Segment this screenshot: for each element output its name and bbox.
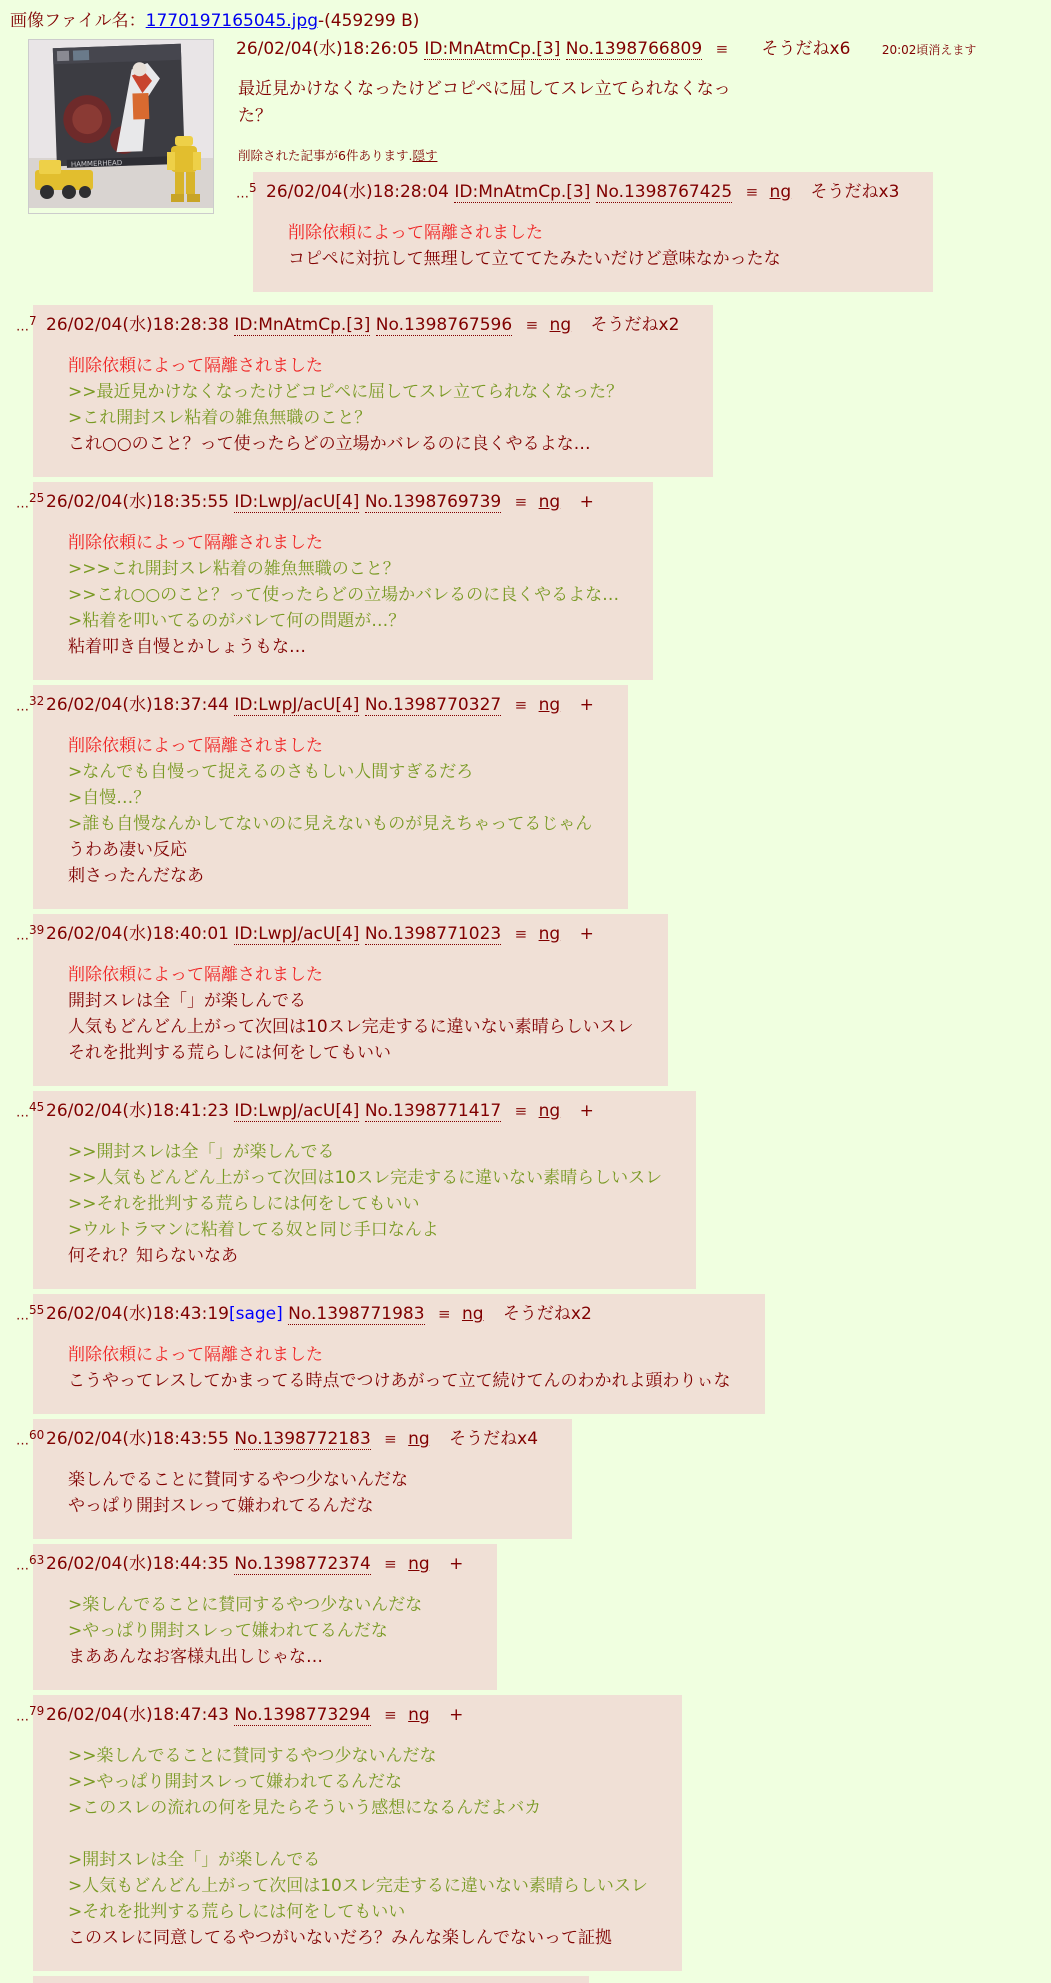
op-body-text: 最近見かけなくなったけどコピペに屈してスレ立てられなくなった？ [238,79,731,126]
reply-body [68,1743,648,1951]
reply-counter[interactable]: …$^{79}$ [16,1704,45,1725]
quote-line: >>>これ開封スレ粘着の雑魚無職のこと？ [68,559,400,579]
reply-menu-icon[interactable]: ≡ [384,1555,397,1573]
reply-menu-icon[interactable]: ≡ [384,1706,397,1724]
reply-body [68,530,619,660]
quarantine-notice-line: 削除依頼によって隔離されました [68,736,323,756]
replies-container [8,305,1051,1971]
reply-post [16,1091,1051,1289]
reply-post [16,1695,1051,1971]
reply-header [266,180,899,204]
ng-link[interactable]: ng [408,1554,430,1574]
reply-soudane-count[interactable]: + [579,695,594,715]
reply-post [16,1544,1051,1690]
quote-line: >開封スレは全「」が楽しんでる [68,1850,321,1870]
op-date: 26/02/04(水)18:26:05 [236,39,419,59]
reply-post [236,172,1051,292]
reply-body [68,1592,463,1670]
reply-post-number[interactable]: No.1398771417 [364,1101,502,1121]
text-line: これ○○のこと？って使ったらどの立場かバレるのに良くやるよな… [68,434,591,454]
op-expire-time: 20:02頃消えます [881,43,977,57]
reply-counter[interactable]: …$^{45}$ [16,1100,45,1121]
reply-post-number[interactable]: No.1398772183 [234,1429,371,1449]
reply-post-number[interactable]: No.1398769739 [364,492,502,512]
reply-header [46,1703,648,1727]
quote-line: >自慢…？ [68,788,151,808]
reply-menu-icon[interactable]: ≡ [525,316,539,334]
text-line: 楽しんでることに賛同するやつ少ないんだな [68,1470,408,1490]
file-info-label: 画像ファイル名： [10,11,146,31]
reply-post-id[interactable]: ID:MnAtmCp.[3] [454,182,591,202]
quote-line: >>最近見かけなくなったけどコピペに屈してスレ立てられなくなった？ [68,382,624,402]
reply-counter[interactable]: …$^{39}$ [16,923,45,944]
reply-date: 26/02/04(水)18:37:44 [46,695,229,715]
reply-box [33,1544,497,1690]
svg-text:HAMMERHEAD: HAMMERHEAD [70,158,123,169]
text-line: こうやってレスしてかまってる時点でつけあがって立て続けてんのわかれよ頭わりぃな [68,1371,731,1391]
thumbnail-image-art [29,40,213,208]
reply-menu-icon[interactable]: ≡ [514,925,528,943]
ng-link[interactable]: ng [538,695,561,715]
ng-link[interactable]: ng [538,492,561,512]
hide-deleted-link[interactable]: 隠す [412,148,438,163]
text-line: まああんなお客様丸出しじゃな… [68,1647,323,1667]
quote-line: >それを批判する荒らしには何をしてもいい [68,1902,406,1922]
op-soudane-count[interactable]: そうだねx6 [761,39,851,59]
partial-reply-box [33,1976,589,1983]
quote-line: >人気もどんどん上がって次回は10スレ完走するに違いない素晴らしいスレ [68,1876,648,1896]
reply-box [33,1091,696,1289]
reply-date: 26/02/04(水)18:28:38 [46,315,229,335]
ng-link[interactable]: ng [408,1429,430,1449]
reply-menu-icon[interactable]: ≡ [514,493,528,511]
reply-header [46,1427,538,1451]
reply-date: 26/02/04(水)18:28:04 [266,182,449,202]
text-line: 粘着叩き自慢とかしょうもな… [68,637,306,657]
reply-box [33,1695,682,1971]
reply-counter[interactable]: …$^5$ [236,181,257,202]
reply-date: 26/02/04(水)18:47:43 [46,1705,229,1725]
reply-header [46,313,679,337]
op-menu-icon[interactable]: ≡ [715,40,729,58]
file-size: -(459299 B) [318,11,420,31]
reply-post-number[interactable]: No.1398767425 [595,182,733,202]
reply-body [68,353,679,457]
reply-post-number[interactable]: No.1398771023 [364,924,502,944]
quarantine-notice-line: 削除依頼によって隔離されました [68,356,323,376]
reply-post-number[interactable]: No.1398771983 [288,1304,425,1324]
reply-box [33,482,653,680]
reply-box [33,1419,572,1539]
ng-link[interactable]: ng [408,1705,430,1725]
reply-date: 26/02/04(水)18:40:01 [46,924,229,944]
reply-body [68,1467,538,1519]
ng-link[interactable]: ng [549,315,572,335]
text-line [68,1821,648,1847]
reply-soudane-count[interactable]: + [449,1705,464,1725]
quote-line: >楽しんでることに賛同するやつ少ないんだな [68,1595,423,1615]
op-header [236,37,1051,62]
reply-header [46,1552,463,1576]
reply-date: 26/02/04(水)18:41:23 [46,1101,229,1121]
reply-menu-icon[interactable]: ≡ [514,696,528,714]
reply-counter[interactable]: …$^{60}$ [16,1428,45,1449]
quote-line: >ウルトラマンに粘着してる奴と同じ手口なんよ [68,1220,439,1240]
file-link[interactable]: 1770197165045.jpg [145,11,318,31]
reply-date: 26/02/04(水)18:35:55 [46,492,229,512]
quarantine-notice-line: 削除依頼によって隔離されました [288,223,543,243]
reply-date: 26/02/04(水)18:44:35 [46,1554,229,1574]
quote-line: >>人気もどんどん上がって次回は10スレ完走するに違いない素晴らしいスレ [68,1168,663,1188]
text-line: コピペに対抗して無理して立ててたみたいだけど意味なかったな [288,249,781,269]
op-post-number[interactable]: No.1398766809 [565,39,703,59]
reply-post-id[interactable]: ID:LwpJ/acU[4] [234,924,360,944]
reply-counter[interactable]: …$^{55}$ [16,1303,45,1324]
reply-post-id[interactable]: ID:LwpJ/acU[4] [234,1101,360,1121]
reply-menu-icon[interactable]: ≡ [745,183,759,201]
thread-thumbnail[interactable] [28,39,214,214]
text-line: それを批判する荒らしには何をしてもいい [68,1043,391,1063]
reply-box [253,172,933,292]
quote-line: >>楽しんでることに賛同するやつ少ないんだな [68,1746,437,1766]
reply-box [33,1294,765,1414]
quote-line: >やっぱり開封スレって嫌われてるんだな [68,1621,388,1641]
reply-header [46,1302,731,1326]
reply-soudane-count[interactable]: + [579,1101,594,1121]
reply-body [68,962,634,1066]
text-line: 開封スレは全「」が楽しんでる [68,991,306,1011]
reply-body [68,1342,731,1394]
file-info [8,6,1051,31]
reply-post-id[interactable]: ID:LwpJ/acU[4] [234,492,360,512]
quarantine-notice-line: 削除依頼によって隔離されました [68,1345,323,1365]
quote-line: >>それを批判する荒らしには何をしてもいい [68,1194,420,1214]
reply-soudane-count[interactable]: + [579,924,594,944]
text-line: うわあ凄い反応 [68,840,187,860]
quarantine-notice-line: 削除依頼によって隔離されました [68,965,323,985]
text-line: 刺さったんだなあ [68,866,204,886]
reply-post-number[interactable]: No.1398767596 [375,315,513,335]
quote-line: >なんでも自慢って捉えるのさもしい人間すぎるだろ [68,762,474,782]
quarantine-notice-line: 削除依頼によって隔離されました [68,533,323,553]
ng-link[interactable]: ng [538,924,561,944]
reply-box [33,914,668,1086]
reply-post-id[interactable]: ID:MnAtmCp.[3] [234,315,371,335]
reply-post-number[interactable]: No.1398772374 [234,1554,371,1574]
reply-soudane-count[interactable]: そうだねx2 [502,1304,592,1324]
reply-counter[interactable]: …$^{63}$ [16,1553,45,1574]
ng-link[interactable]: ng [461,1304,484,1324]
reply-post [16,914,1051,1086]
reply-header [46,490,619,514]
reply-header [46,693,594,717]
reply-post [16,1294,1051,1414]
reply-body [68,1139,662,1269]
deleted-notice-text: 削除された記事が6件あります. [238,148,413,163]
reply-menu-icon[interactable]: ≡ [514,1102,528,1120]
ng-link[interactable]: ng [769,182,792,202]
text-line: このスレに同意してるやつがいないだろ？みんな楽しんでないって証拠 [68,1928,612,1948]
reply-box [33,685,628,909]
reply-body [68,733,594,889]
ng-link[interactable]: ng [538,1101,561,1121]
reply-date: 26/02/04(水)18:43:19 [46,1304,229,1324]
reply-post [16,482,1051,680]
deleted-notice [238,146,1051,164]
reply-counter[interactable]: …$^{25}$ [16,491,45,512]
reply-soudane-count[interactable]: + [449,1554,464,1574]
op-post-id[interactable]: ID:MnAtmCp.[3] [424,39,561,59]
reply-post [16,1419,1051,1539]
reply-box [33,305,713,477]
op-column-replies [236,172,1051,292]
reply-post [16,685,1051,909]
reply-soudane-count[interactable]: + [579,492,594,512]
reply-header [46,922,634,946]
reply-soudane-count[interactable]: そうだねx2 [590,315,680,335]
reply-post-number[interactable]: No.1398770327 [364,695,502,715]
reply-date: 26/02/04(水)18:43:55 [46,1429,229,1449]
reply-counter[interactable]: …$^7$ [16,314,37,335]
reply-post-id[interactable]: ID:LwpJ/acU[4] [234,695,360,715]
quote-line: >このスレの流れの何を見たらそういう感想になるんだよバカ [68,1798,542,1818]
text-line: 何それ？知らないなあ [68,1246,238,1266]
quote-line: >誰も自慢なんかしてないのに見えないものが見えちゃってるじゃん [68,814,593,834]
reply-menu-icon[interactable]: ≡ [437,1305,451,1323]
quote-line: >これ開封スレ粘着の雑魚無職のこと？ [68,408,372,428]
reply-soudane-count[interactable]: そうだねx3 [810,182,900,202]
reply-body [288,220,899,272]
reply-menu-icon[interactable]: ≡ [384,1430,397,1448]
text-line: やっぱり開封スレって嫌われてるんだな [68,1496,374,1516]
quote-line: >>開封スレは全「」が楽しんでる [68,1142,335,1162]
reply-counter[interactable]: …$^{32}$ [16,694,45,715]
quote-line: >粘着を叩いてるのがバレて何の問題が…？ [68,611,406,631]
reply-soudane-count[interactable]: そうだねx4 [449,1429,539,1449]
quote-line: >>やっぱり開封スレって嫌われてるんだな [68,1772,402,1792]
quote-line: >>これ○○のこと？って使ったらどの立場かバレるのに良くやるよな… [68,585,620,605]
sage-tag: [sage] [228,1304,283,1324]
text-line: 人気もどんどん上がって次回は10スレ完走するに違いない素晴らしいスレ [68,1017,634,1037]
reply-header [46,1099,662,1123]
reply-post [16,305,1051,477]
reply-post-number[interactable]: No.1398773294 [234,1705,371,1725]
